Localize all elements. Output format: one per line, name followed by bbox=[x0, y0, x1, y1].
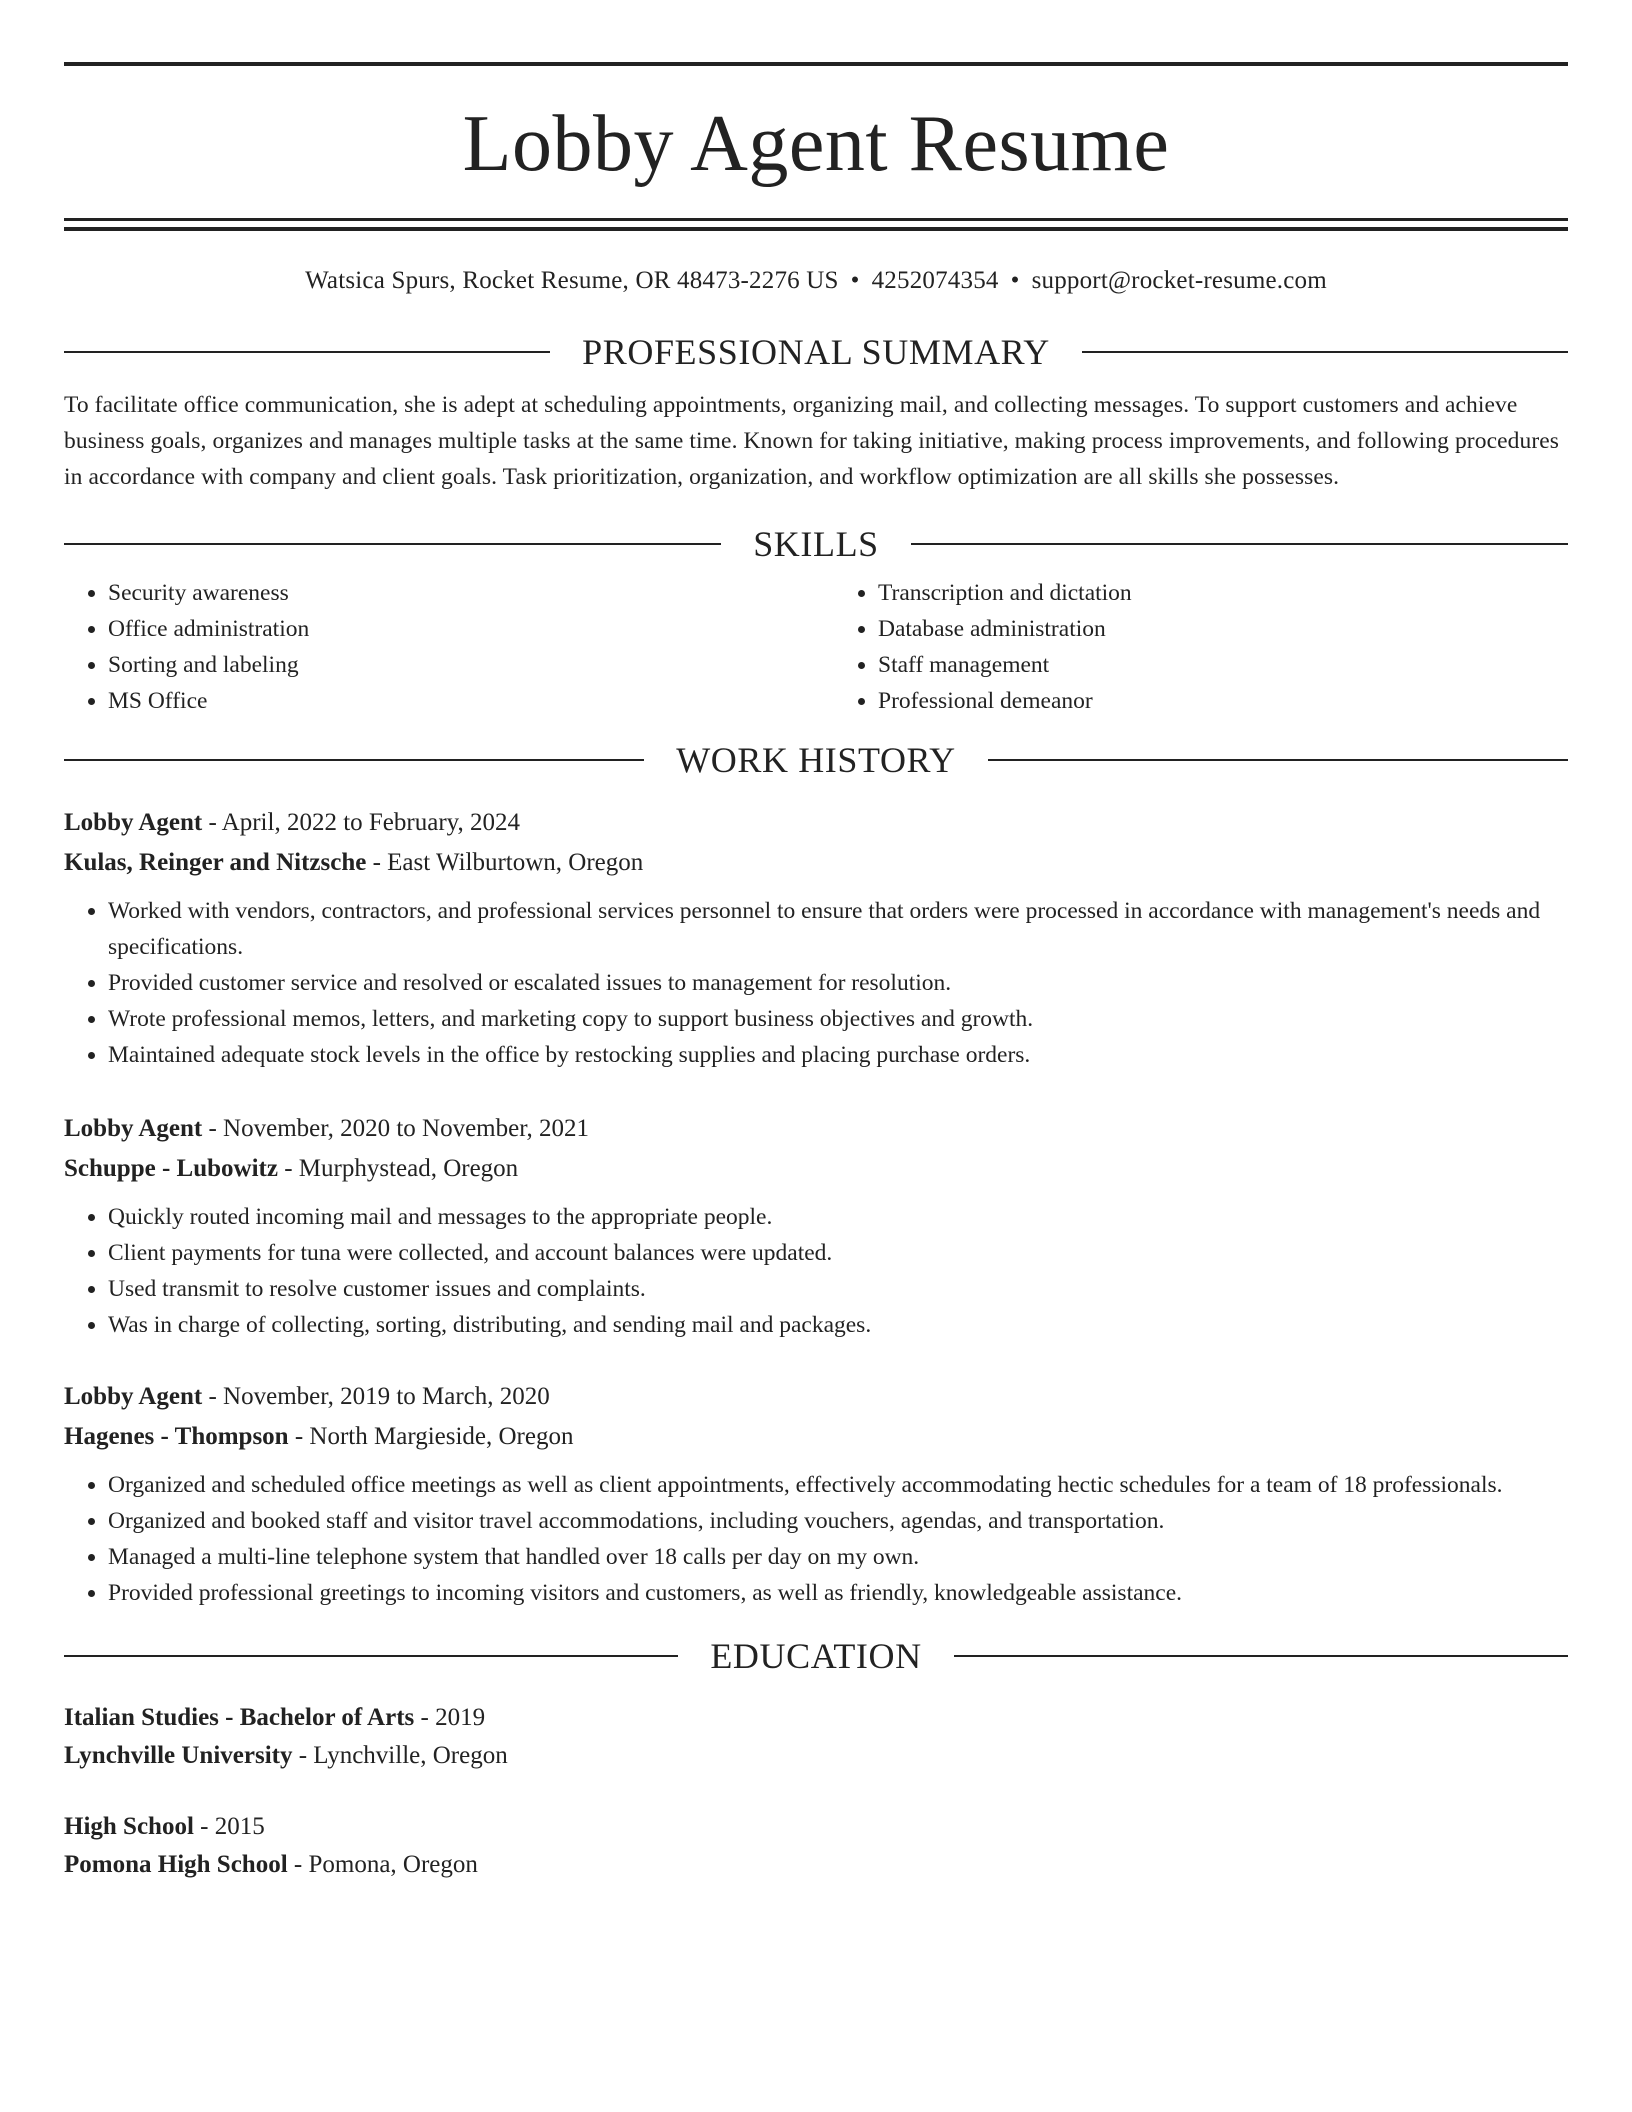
contact-email: support@rocket-resume.com bbox=[1031, 267, 1327, 294]
heading-rule-right bbox=[954, 1655, 1568, 1657]
heading-rule-left bbox=[64, 759, 644, 761]
heading-rule-right bbox=[1082, 351, 1568, 353]
education-school-line bbox=[64, 1737, 1568, 1775]
education-school: Pomona High School bbox=[64, 1851, 288, 1878]
job-dates: - November, 2019 to March, 2020 bbox=[202, 1383, 550, 1410]
education-degree-line bbox=[64, 1808, 1568, 1846]
section-title: EDUCATION bbox=[710, 1636, 922, 1676]
job-title: Lobby Agent bbox=[64, 1115, 203, 1142]
job-company-line bbox=[64, 1149, 1568, 1189]
top-rule bbox=[64, 62, 1568, 66]
skill-item: • Office administration bbox=[108, 611, 816, 647]
education-entry bbox=[64, 1808, 1568, 1884]
heading-rule-right bbox=[911, 543, 1568, 545]
work-heading bbox=[64, 739, 1568, 781]
job-bullet: • Client payments for tuna were collected, and account balances were updated. bbox=[108, 1235, 1568, 1271]
job-title: Lobby Agent bbox=[64, 809, 203, 836]
contact-line bbox=[64, 265, 1568, 297]
education-year: - 2015 bbox=[193, 1813, 265, 1840]
job-bullet: • Managed a multi-line telephone system that handled over 18 calls per day on my own. bbox=[108, 1539, 1568, 1575]
heading-rule-left bbox=[64, 351, 550, 353]
education-degree-line bbox=[64, 1699, 1568, 1737]
contact-separator: • bbox=[850, 267, 860, 294]
skill-item: • Transcription and dictation bbox=[878, 575, 1568, 611]
job-dates: - November, 2020 to November, 2021 bbox=[202, 1115, 590, 1142]
job-bullet: • Maintained adequate stock levels in the office by restocking supplies and placing purchase orders. bbox=[108, 1037, 1568, 1073]
job-location: - Murphystead, Oregon bbox=[277, 1155, 519, 1182]
skill-item: • MS Office bbox=[108, 683, 816, 719]
skill-item: • Professional demeanor bbox=[878, 683, 1568, 719]
job-entry bbox=[64, 803, 1568, 1073]
job-entry bbox=[64, 1109, 1568, 1343]
job-location: - East Wilburtown, Oregon bbox=[366, 849, 644, 876]
skill-item: • Database administration bbox=[878, 611, 1568, 647]
skill-item: • Staff management bbox=[878, 647, 1568, 683]
section-title: SKILLS bbox=[753, 524, 879, 564]
job-bullet: • Worked with vendors, contractors, and professional services personnel to ensure that orders were processed in accordance with management's needs and specifications. bbox=[108, 893, 1568, 965]
job-bullet: • Organized and booked staff and visitor travel accommodations, including vouchers, agendas, and transportation. bbox=[108, 1503, 1568, 1539]
job-bullets bbox=[64, 893, 1568, 1073]
job-bullet: • Provided customer service and resolved or escalated issues to management for resolution. bbox=[108, 965, 1568, 1001]
skills-column-left bbox=[64, 575, 816, 719]
education-entry bbox=[64, 1699, 1568, 1775]
job-dates: - April, 2022 to February, 2024 bbox=[202, 809, 521, 836]
education-year: - 2019 bbox=[414, 1704, 486, 1731]
job-title-line bbox=[64, 1377, 1568, 1417]
job-bullet: • Wrote professional memos, letters, and marketing copy to support business objectives and growth. bbox=[108, 1001, 1568, 1037]
heading-rule-left bbox=[64, 543, 721, 545]
heading-rule-left bbox=[64, 1655, 678, 1657]
page-title: Lobby Agent Resume bbox=[462, 100, 1170, 188]
job-title-line bbox=[64, 803, 1568, 843]
skills-column-right bbox=[816, 575, 1568, 719]
education-degree: Italian Studies - Bachelor of Arts bbox=[64, 1704, 415, 1731]
skill-item: • Sorting and labeling bbox=[108, 647, 816, 683]
job-company-line bbox=[64, 843, 1568, 883]
skills-heading bbox=[64, 523, 1568, 565]
job-company: Hagenes - Thompson bbox=[64, 1423, 289, 1450]
job-bullet: • Was in charge of collecting, sorting, distributing, and sending mail and packages. bbox=[108, 1307, 1568, 1343]
summary-heading bbox=[64, 331, 1568, 373]
education-school-line bbox=[64, 1846, 1568, 1884]
job-bullet: • Provided professional greetings to incoming visitors and customers, as well as friendly, knowledgeable assistance. bbox=[108, 1575, 1568, 1611]
job-company-line bbox=[64, 1417, 1568, 1457]
job-bullet: • Used transmit to resolve customer issues and complaints. bbox=[108, 1271, 1568, 1307]
job-bullet: • Quickly routed incoming mail and messages to the appropriate people. bbox=[108, 1199, 1568, 1235]
job-company: Schuppe - Lubowitz bbox=[64, 1155, 278, 1182]
job-location: - North Margieside, Oregon bbox=[288, 1423, 574, 1450]
section-title: PROFESSIONAL SUMMARY bbox=[582, 332, 1050, 372]
job-title: Lobby Agent bbox=[64, 1383, 203, 1410]
title-double-rule bbox=[64, 218, 1568, 231]
job-company: Kulas, Reinger and Nitzsche bbox=[64, 849, 367, 876]
contact-address: Watsica Spurs, Rocket Resume, OR 48473-2276 US bbox=[305, 267, 839, 294]
job-bullet: • Organized and scheduled office meetings as well as client appointments, effectively accommodating hectic schedules for a team of 18 professionals. bbox=[108, 1467, 1568, 1503]
education-location: - Pomona, Oregon bbox=[287, 1851, 478, 1878]
skill-item: • Security awareness bbox=[108, 575, 816, 611]
job-bullets bbox=[64, 1199, 1568, 1343]
summary-text: To facilitate office communication, she is adept at scheduling appointments, organizing mail, and collecting messages. To support customers and achieve business goals, organizes and manages multiple tasks at the same time. Known for taking initiative, making process improvements, and following procedures in accordance with company and client goals. Task prioritization, organization, and workflow optimization are all skills she possesses. bbox=[64, 392, 1560, 490]
job-title-line bbox=[64, 1109, 1568, 1149]
job-bullets bbox=[64, 1467, 1568, 1611]
contact-separator: • bbox=[1010, 267, 1020, 294]
job-entry bbox=[64, 1377, 1568, 1611]
education-school: Lynchville University bbox=[64, 1742, 293, 1769]
education-heading bbox=[64, 1635, 1568, 1677]
section-title: WORK HISTORY bbox=[676, 740, 956, 780]
heading-rule-right bbox=[988, 759, 1568, 761]
skills-list bbox=[64, 575, 1568, 719]
contact-phone: 4252074354 bbox=[871, 267, 999, 294]
education-degree: High School bbox=[64, 1813, 194, 1840]
education-location: - Lynchville, Oregon bbox=[292, 1742, 508, 1769]
